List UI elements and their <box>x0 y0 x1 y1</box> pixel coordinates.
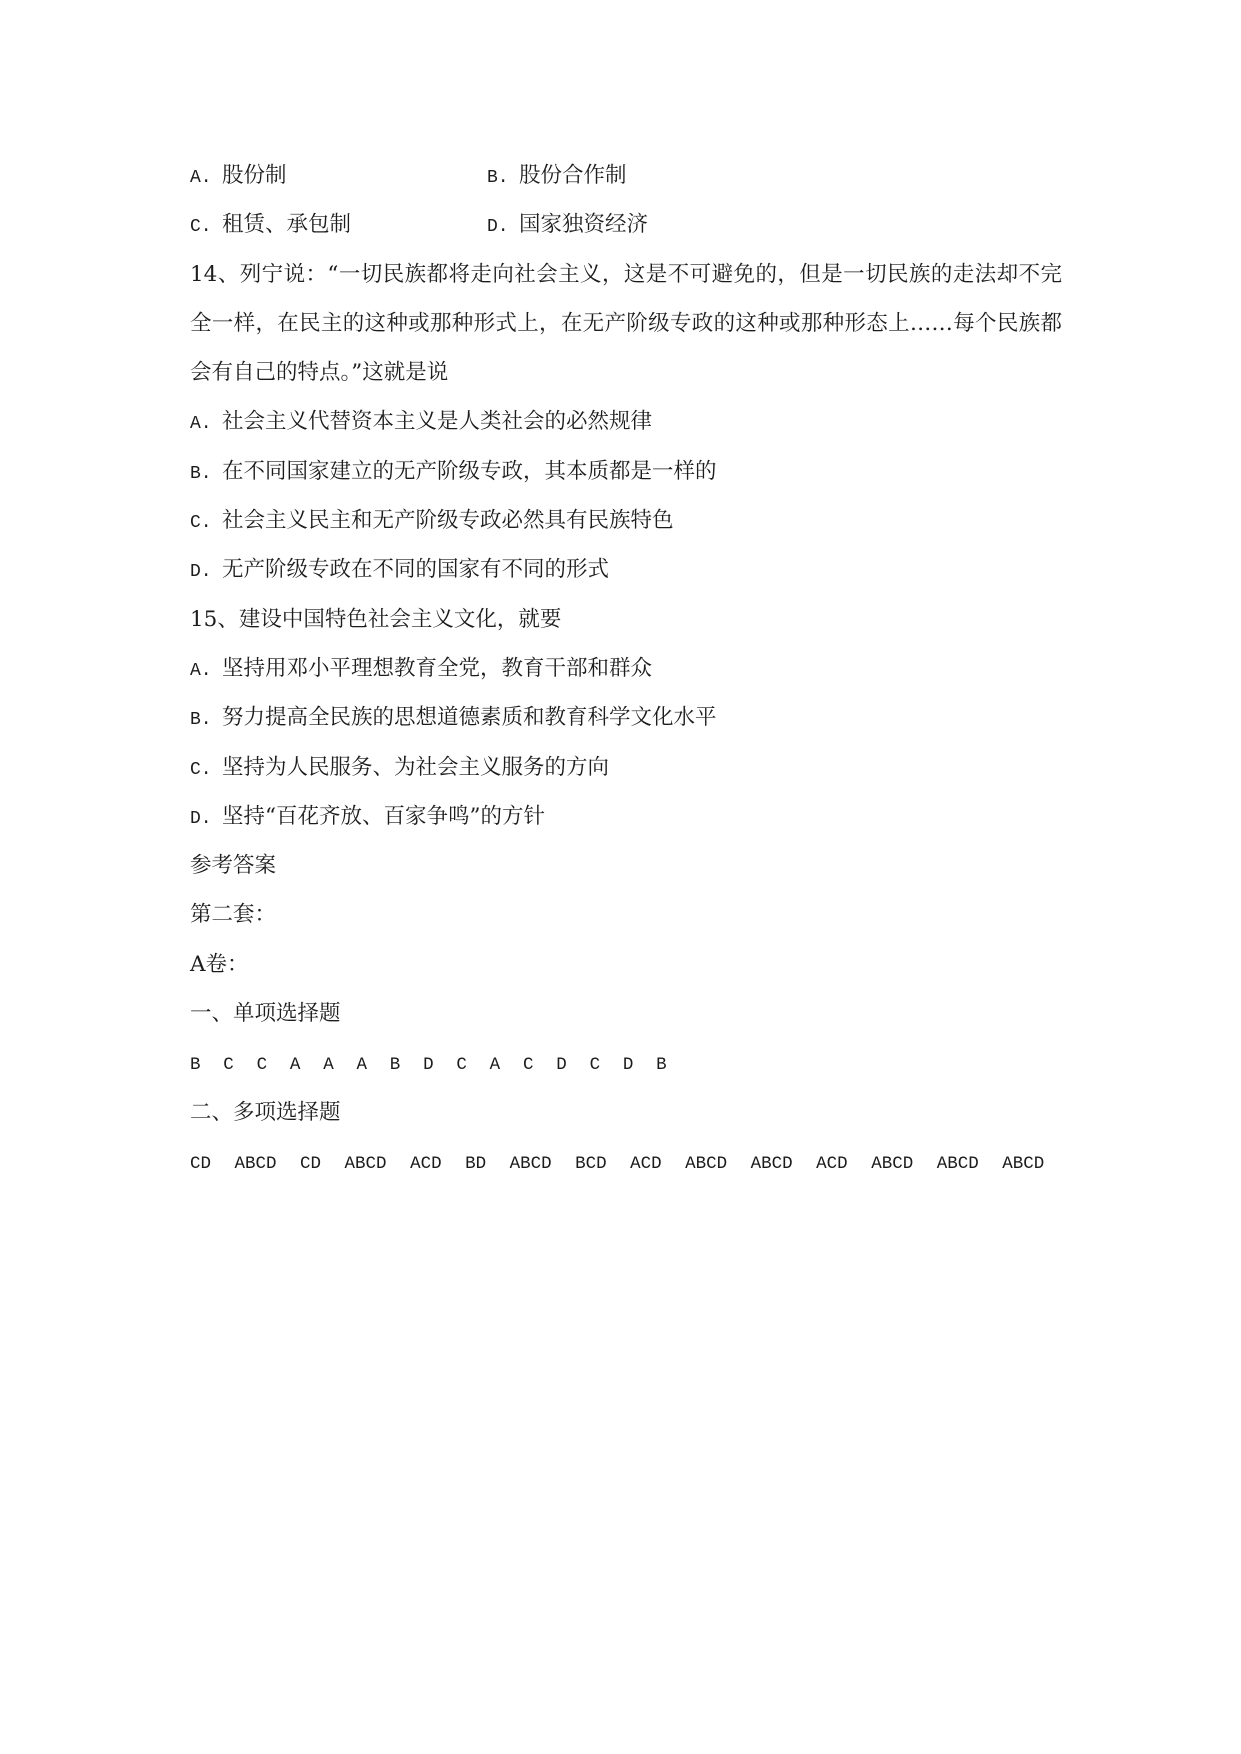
option-label: C. <box>190 217 212 238</box>
q15-option-c <box>190 743 1090 792</box>
q13-option-d <box>487 200 784 252</box>
single-choice-heading: 一、单项选择题 <box>190 1001 341 1027</box>
answer-paper-title: A卷： <box>190 951 249 977</box>
multiple-answer: BCD <box>575 1153 607 1174</box>
multiple-answer: ACD <box>816 1153 848 1174</box>
option-text: 努力提高全民族的思想道德素质和教育科学文化水平 <box>222 705 717 731</box>
option-label: A. <box>190 660 212 681</box>
q13-option-b <box>487 151 784 203</box>
single-answer: D <box>622 1055 634 1076</box>
q14-option-a <box>190 397 1090 446</box>
single-answer: B <box>389 1055 401 1076</box>
multiple-answer: ABCD <box>750 1153 793 1174</box>
single-answer: C <box>256 1055 268 1076</box>
option-text: 在不同国家建立的无产阶级专政，其本质都是一样的 <box>222 458 717 484</box>
multiple-answer: CD <box>190 1153 212 1174</box>
multiple-answer: CD <box>300 1153 322 1174</box>
multiple-answer: ABCD <box>936 1153 979 1174</box>
option-label: D. <box>190 808 212 829</box>
option-label: C. <box>190 513 212 534</box>
option-label: B. <box>190 710 212 731</box>
single-answer: C <box>522 1055 534 1076</box>
option-label: D. <box>487 217 509 238</box>
answer-set-title: 第二套： <box>190 902 277 928</box>
single-answer: C <box>223 1055 234 1076</box>
option-text: 股份制 <box>222 163 287 188</box>
option-label: D. <box>190 562 212 583</box>
option-text: 坚持用邓小平理想教育全党，教育干部和群众 <box>222 655 653 681</box>
option-label: B. <box>190 463 212 484</box>
multiple-choice-heading: 二、多项选择题 <box>190 1099 341 1125</box>
option-text: 社会主义民主和无产阶级专政必然具有民族特色 <box>222 508 674 534</box>
multiple-answer: ABCD <box>234 1153 277 1174</box>
multiple-answer: ACD <box>630 1153 662 1174</box>
single-answer: B <box>190 1055 201 1076</box>
q14-option-b <box>190 447 1090 496</box>
q13-option-c <box>190 200 487 252</box>
single-answer: D <box>556 1055 567 1076</box>
option-label: C. <box>190 759 212 780</box>
multiple-answer: ABCD <box>509 1153 552 1174</box>
multiple-answer: ABCD <box>344 1153 387 1174</box>
single-answer: A <box>323 1055 334 1076</box>
single-answer: A <box>356 1055 367 1076</box>
multiple-answer: ABCD <box>1002 1153 1045 1174</box>
option-label: A. <box>190 168 212 188</box>
q13-option-a <box>190 151 487 203</box>
document-page <box>190 151 1090 1186</box>
option-text: 坚持为人民服务、为社会主义服务的方向 <box>222 754 610 780</box>
answer-key-heading: 参考答案 <box>190 853 277 879</box>
q13-options-row-1 <box>190 151 1090 200</box>
q14-stem-line-1: 14、列宁说：“一切民族都将走向社会主义，这是不可避免的，但是一切民族的走法却不完 <box>190 261 1062 287</box>
option-text: 股份合作制 <box>519 163 627 188</box>
multiple-answer: BD <box>465 1153 487 1174</box>
q15-stem: 15、建设中国特色社会主义文化，就要 <box>190 606 562 632</box>
option-text: 租赁、承包制 <box>222 212 352 238</box>
option-text: 社会主义代替资本主义是人类社会的必然规律 <box>222 409 653 435</box>
option-label: A. <box>190 414 212 435</box>
single-answer: A <box>489 1055 501 1076</box>
q14-stem-line-2: 全一样，在民主的这种或那种形式上，在无产阶级专政的这种或那种形态上……每个民族都 <box>190 310 1062 336</box>
single-choice-answers <box>190 1038 1090 1087</box>
q15-option-b <box>190 693 1090 742</box>
single-answer: D <box>423 1055 434 1076</box>
q14-stem-line-3: 会有自己的特点。”这就是说 <box>190 360 449 386</box>
q14-option-d <box>190 545 1090 594</box>
multiple-choice-answers <box>190 1137 1090 1186</box>
option-text: 坚持“百花齐放、百家争鸣”的方针 <box>222 803 545 829</box>
option-text: 无产阶级专政在不同的国家有不同的形式 <box>222 557 610 583</box>
option-text: 国家独资经济 <box>519 212 649 238</box>
single-answer: A <box>289 1055 301 1076</box>
option-label: B. <box>487 168 509 188</box>
q15-option-d <box>190 792 1090 841</box>
single-answer: C <box>456 1055 467 1076</box>
multiple-answer: ACD <box>410 1153 442 1174</box>
single-answer: B <box>656 1055 667 1076</box>
q15-option-a <box>190 644 1090 693</box>
multiple-answer: ABCD <box>871 1153 914 1174</box>
single-answer: C <box>589 1055 601 1076</box>
q14-option-c <box>190 496 1090 545</box>
multiple-answer: ABCD <box>685 1153 728 1174</box>
q13-options-row-2 <box>190 200 1090 249</box>
